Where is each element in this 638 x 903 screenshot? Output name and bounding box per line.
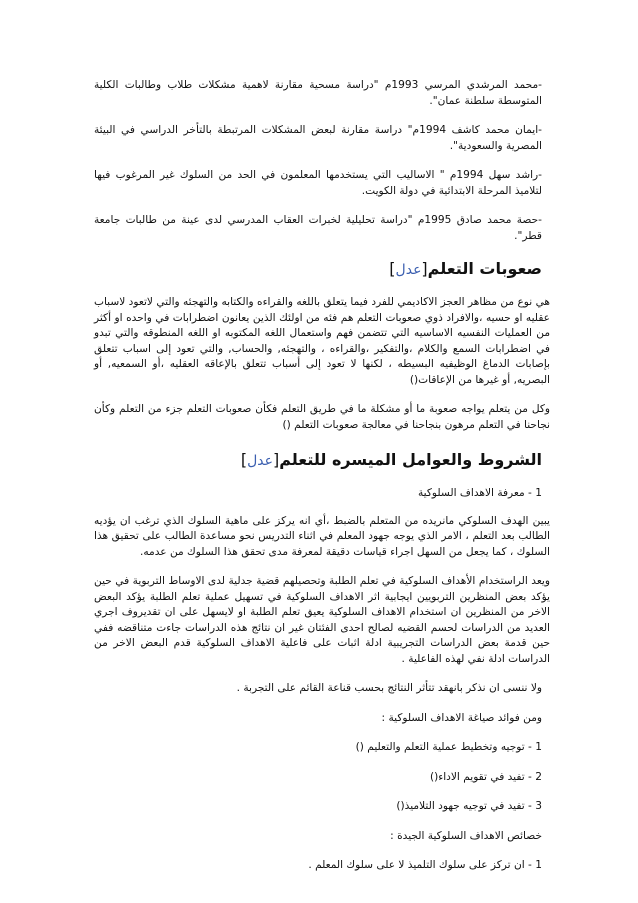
section-heading-learning-difficulties [96,258,542,281]
body-paragraph: ويعد الراستخدام الأهداف السلوكية في تعلم الطلبة وتحصيلهم قضية جدلية لدى الاوساط التربوية في حين يؤكد بعض المنظرين التربويين ايجابية اثر الاهداف السلوكية في تسهيل عملية تعلم الطلبة يؤكد البعض الاخر من المنظرين ان استخدام الاهداف السلوكية يعيق تعلم الطلبة او لايسهل على ان تقديروف اجري العديد من الدراسات لحسم القضيه لصالح احدى الفئتان غير ان نتائج هذه الدراسات جاءت متناقضه ففي حين قدمة بعض الدراسات التجريبية ادلة اثبات على فاعلية الاهداف السلوكية قدم البعض الاخر من الدراسات ادلة نفي لهذه الفاعلية . [94,575,550,665]
edit-bracket-close: ] [389,259,396,278]
reference-item: -محمد المرشدي المرسي 1993م "دراسة مسحية مقارنة لاهمية مشكلات طلاب وطالبات الكلية المتوسطة سلطنة عمان". [94,79,542,107]
edit-bracket-open: [ [272,450,280,469]
edit-link[interactable]: عدل [395,262,422,278]
benefit-item: 3 - تفيد في توجيه جهود التلاميذ() [396,800,542,812]
section-title: صعوبات التعلم [427,259,542,278]
body-paragraph: هي نوع من مظاهر العجز الاكاديمي للفرد فيما يتعلق باللغه والقراءه والكتابه والتهجئه والتي لاتعود لاسباب عقليه او حسيه ،والافراد ذوي صعوبات التعلم هم فئه من اولئك الذين يعانون اضطرابات في واحده او أكثر من العمليات النفسيه الاساسيه التي تتضمن فهم واستعمال اللغه المكتوبه او اللغه المنطوقه والتي تبدو في اضطرابات السمع والكلام ،والتفكير ،والقراءه ، والتهجئه, والحساب, والتي تعود إلى اسباب تتعلق بإصابات الدماغ الوظيفيه البسيطه ، لكنها لا تعود إلى أسباب تتعلق بالإعاقه العقليه ،أو السمعيه, أو البصريه, أو غيرها من الإعاقات() [93,296,550,386]
edit-link[interactable]: عدل [247,453,273,469]
benefit-item: 1 - توجيه وتخطيط عملية التعلم والتعليم () [355,741,542,753]
edit-bracket-open: [ [421,259,428,278]
body-paragraph: يبين الهدف السلوكي مانريده من المتعلم بالضبط ،أي انه يركز على ماهية السلوك الذي ترغب ان يؤديه الطالب بعد التعلم ، الامر الذي يوجه جهود المعلم في اثناء التدريس نحو مساعدة الطالب على تحقيق هذا السلوك ، كما يجعل من السهل اجراء قياسات دقيقة لمعرفة مدى تحقق هذا السلوك من عدمه. [94,514,550,558]
body-paragraph: ولا ننسى ان نذكر بانهقد تتأثر النتائج بحسب قناعة القائم على التجربة . [236,682,542,694]
reference-item: -ايمان محمد كاشف 1994م" دراسة مقارنة لبعض المشكلات المرتبطة بالتأخر الدراسي في البيئة المصرية والسعودية". [94,124,542,152]
section-heading-learning-conditions [96,449,542,472]
characteristics-intro: خصائص الاهداف السلوكية الجيدة : [390,829,542,842]
benefits-intro: ومن فوائد صياغة الاهداف السلوكية : [381,711,542,724]
edit-bracket-close: ] [240,450,248,469]
body-paragraph: وكل من يتعلم يواجه صعوبة ما أو مشكلة ما في طريق التعلم فكأن صعوبات التعلم جزء من التعلم وكأن نجاحنا في التعلم مرهون بنجاحنا في معالجة صعوبات التعلم () [94,403,550,431]
section-title: الشروط والعوامل الميسره للتعلم [279,450,542,469]
characteristic-item: 1 - ان تركز على سلوك التلميذ لا على سلوك المعلم . [308,859,542,871]
subheading-behavioral-objectives: 1 - معرفة الاهداف السلوكية [418,487,542,499]
reference-item: -راشد سهل 1994م " الاساليب التي يستخدمها المعلمون في الحد من السلوك غير المرغوب فيها لتلاميذ المرحلة الابتدائية في دولة الكويت. [94,169,542,197]
reference-item: -حصة محمد صادق 1995م "دراسة تحليلية لخبرات العقاب المدرسي لدى عينة من طالبات جامعة قطر". [94,214,542,242]
benefit-item: 2 - تفيد في تقويم الاداء() [429,770,542,783]
